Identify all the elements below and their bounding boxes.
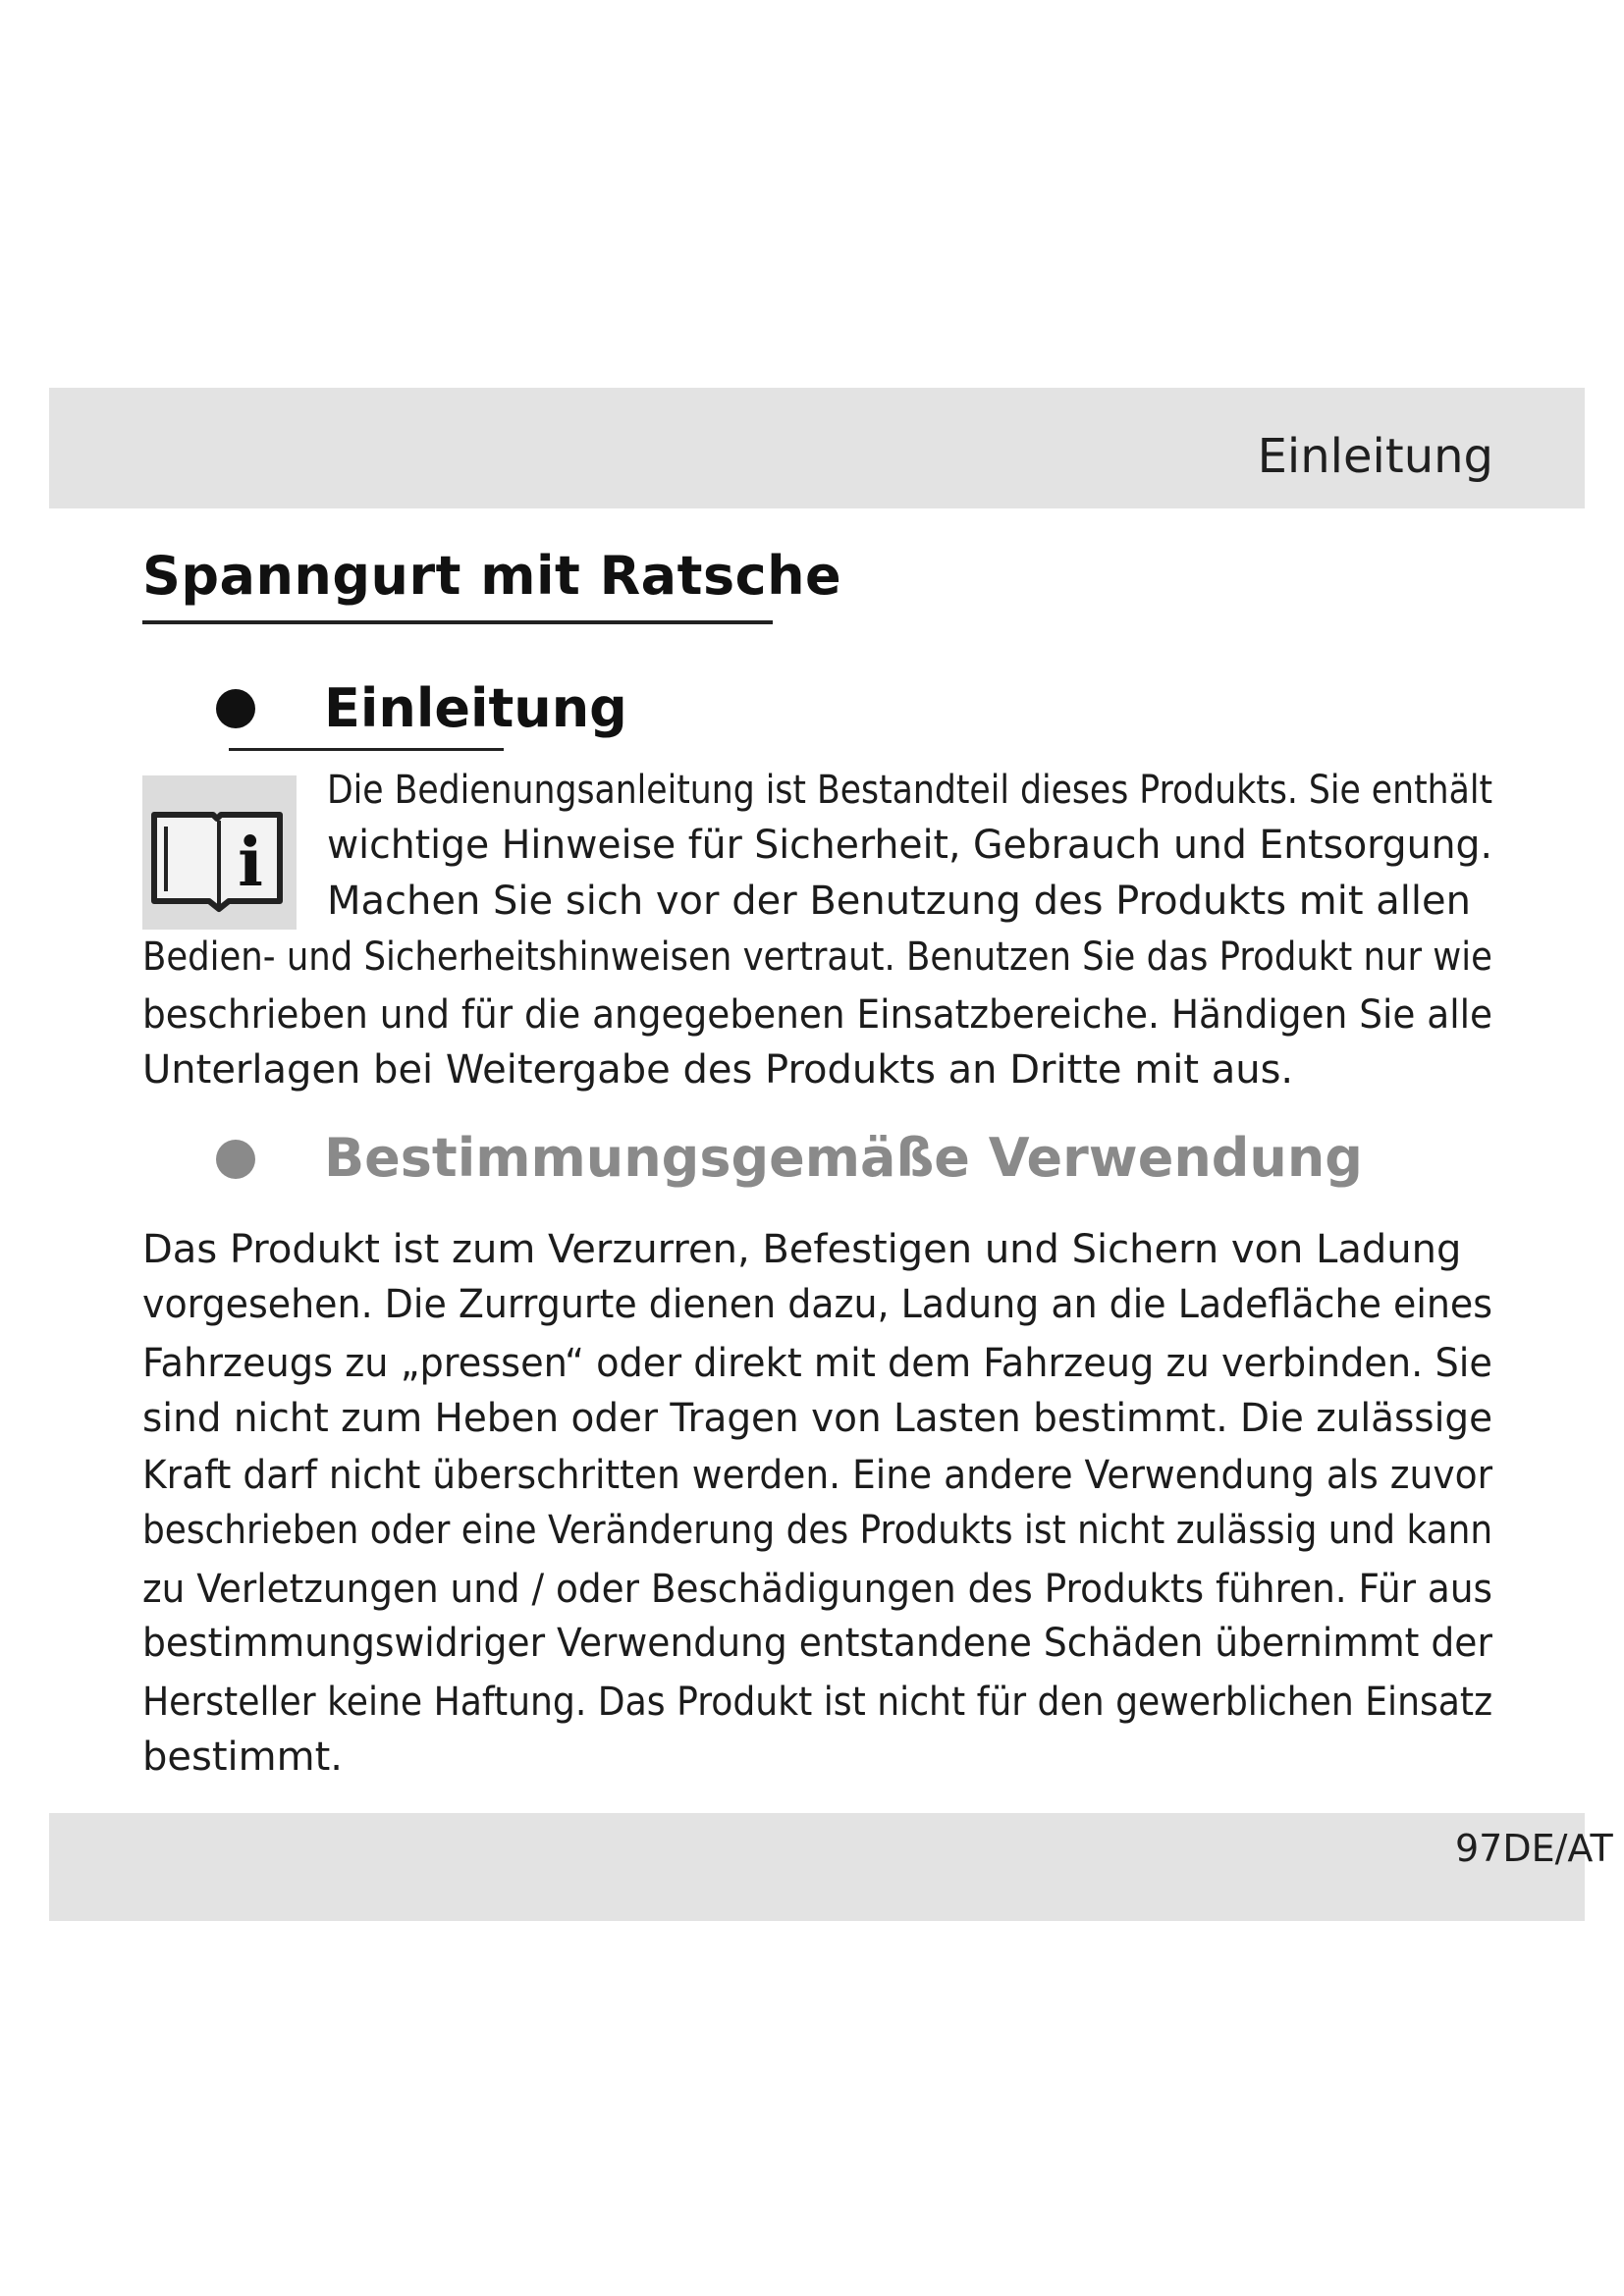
paragraph-line: zu Verletzungen und / oder Beschädigungen des Produkts führen. Für aus xyxy=(142,1567,1492,1612)
paragraph-line: Hersteller keine Haftung. Das Produkt ist nicht für den gewerblichen Einsatz xyxy=(142,1680,1493,1725)
paragraph-line: bestimmt. xyxy=(142,1735,343,1780)
footer-band xyxy=(49,1813,1613,1921)
document-title-underline xyxy=(142,620,773,624)
paragraph-line: bestimmungswidriger Verwendung entstandene Schäden übernimmt der xyxy=(142,1621,1492,1666)
paragraph-line: sind nicht zum Heben oder Tragen von Lasten bestimmt. Die zulässige xyxy=(142,1396,1493,1441)
document-title: Spanngurt mit Ratsche xyxy=(142,545,842,607)
paragraph-line: Fahrzeugs zu „pressen“ oder direkt mit dem Fahrzeug zu verbinden. Sie xyxy=(142,1341,1492,1386)
paragraph-line: wichtige Hinweise für Sicherheit, Gebrauch und Entsorgung. xyxy=(327,823,1493,868)
paragraph-line: Kraft darf nicht überschritten werden. Eine andere Verwendung als zuvor xyxy=(142,1453,1493,1498)
header-band xyxy=(49,388,1585,508)
section-heading-intended-use: Bestimmungsgemäße Verwendung xyxy=(324,1127,1363,1189)
paragraph-line: Machen Sie sich vor der Benutzung des Produkts mit allen xyxy=(327,879,1471,924)
paragraph-line: vorgesehen. Die Zurrgurte dienen dazu, Ladung an die Ladefläche eines xyxy=(142,1282,1493,1327)
page-number: 97DE/AT xyxy=(1455,1827,1613,1870)
info-letter: i xyxy=(238,824,263,902)
header-title: Einleitung xyxy=(1257,429,1493,484)
paragraph-line: Die Bedienungsanleitung ist Bestandteil dieses Produkts. Sie enthält xyxy=(327,768,1493,813)
paragraph-line: Bedien- und Sicherheitshinweisen vertraut. Benutzen Sie das Produkt nur wie xyxy=(142,934,1492,980)
paragraph-line: beschrieben und für die angegebenen Einsatzbereiche. Händigen Sie alle xyxy=(142,992,1493,1038)
paragraph-line: Das Produkt ist zum Verzurren, Befestigen und Sichern von Ladung xyxy=(142,1227,1462,1272)
section-heading-underline xyxy=(229,748,504,751)
paragraph-line: beschrieben oder eine Veränderung des Produkts ist nicht zulässig und kann xyxy=(142,1508,1493,1553)
section-bullet-intended-use xyxy=(216,1140,255,1179)
section-heading-introduction: Einleitung xyxy=(324,677,627,739)
paragraph-line: Unterlagen bei Weitergabe des Produkts an Dritte mit aus. xyxy=(142,1047,1294,1093)
info-book-icon xyxy=(142,775,297,930)
section-bullet-introduction xyxy=(216,689,255,728)
